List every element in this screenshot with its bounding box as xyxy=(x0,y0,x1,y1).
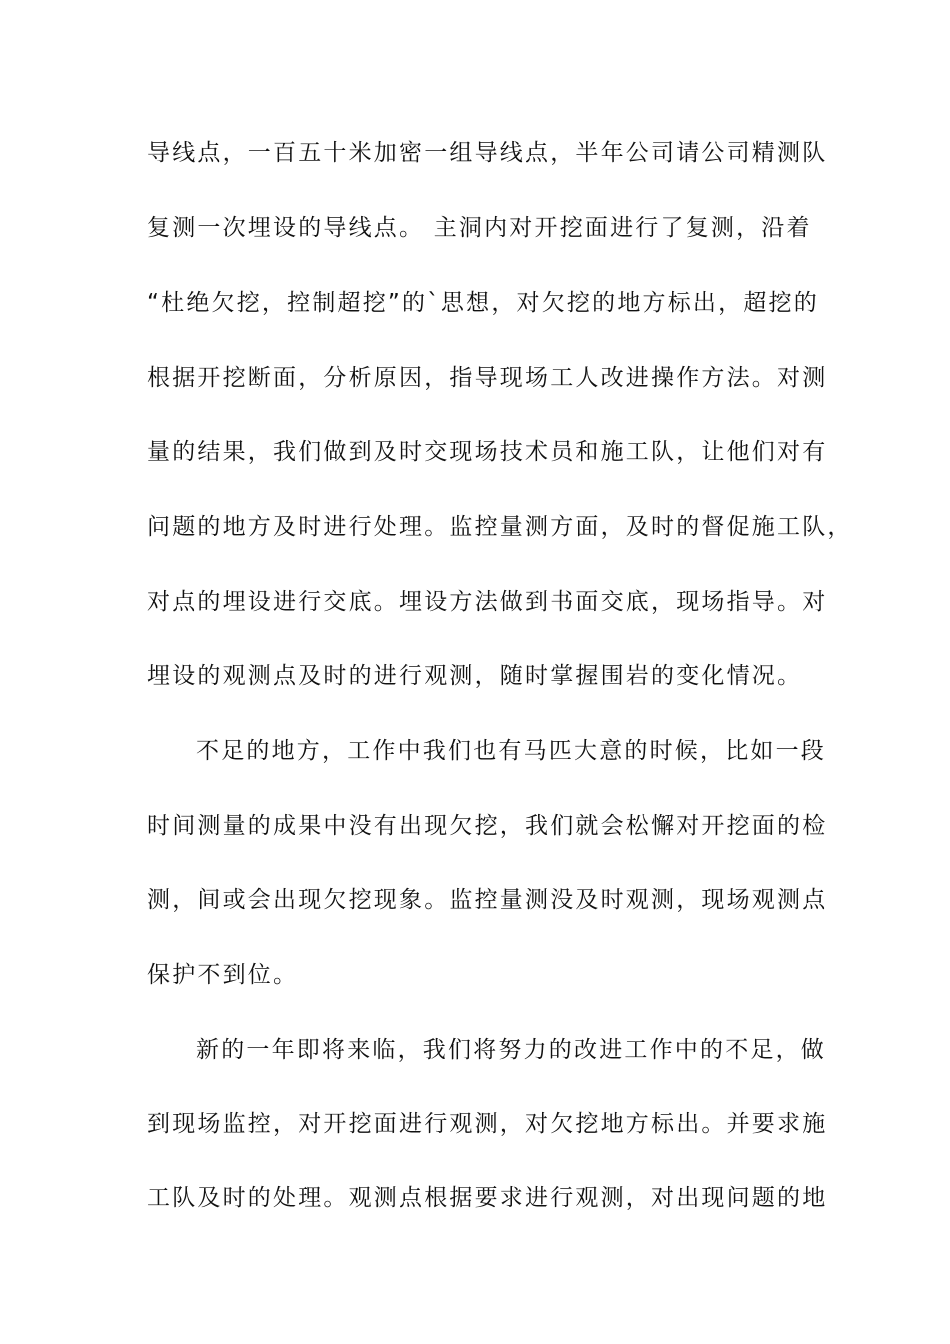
text-line: 对点的埋设进行交底。埋设方法做到书面交底，现场指导。对 xyxy=(147,589,828,615)
text-line: 问题的地方及时进行处理。监控量测方面，及时的督促施工队， xyxy=(147,514,853,540)
text-line: 工队及时的处理。观测点根据要求进行观测，对出现问题的地 xyxy=(147,1185,828,1211)
paragraph-first-line: 新的一年即将来临，我们将努力的改进工作中的不足，做 xyxy=(196,1037,826,1063)
text-line: 到现场监控，对开挖面进行观测，对欠挖地方标出。并要求施 xyxy=(147,1111,828,1137)
text-line: 复测一次埋设的导线点。 主洞内对开挖面进行了复测，沿着 xyxy=(147,215,812,241)
text-line: 保护不到位。 xyxy=(147,962,299,988)
text-line: 埋设的观测点及时的进行观测，随时掌握围岩的变化情况。 xyxy=(147,663,803,689)
text-line: 根据开挖断面，分析原因，指导现场工人改进操作方法。对测 xyxy=(147,365,828,391)
text-line: 量的结果，我们做到及时交现场技术员和施工队，让他们对有 xyxy=(147,439,828,465)
paragraph-first-line: 不足的地方，工作中我们也有马匹大意的时候，比如一段 xyxy=(196,738,826,764)
text-line: 导线点，一百五十米加密一组导线点，半年公司请公司精测队 xyxy=(147,140,828,166)
text-line: 测，间或会出现欠挖现象。监控量测没及时观测，现场观测点 xyxy=(147,887,828,913)
text-line: “杜绝欠挖，控制超挖”的`思想，对欠挖的地方标出，超挖的 xyxy=(147,290,819,316)
text-line: 时间测量的成果中没有出现欠挖，我们就会松懈对开挖面的检 xyxy=(147,813,828,839)
